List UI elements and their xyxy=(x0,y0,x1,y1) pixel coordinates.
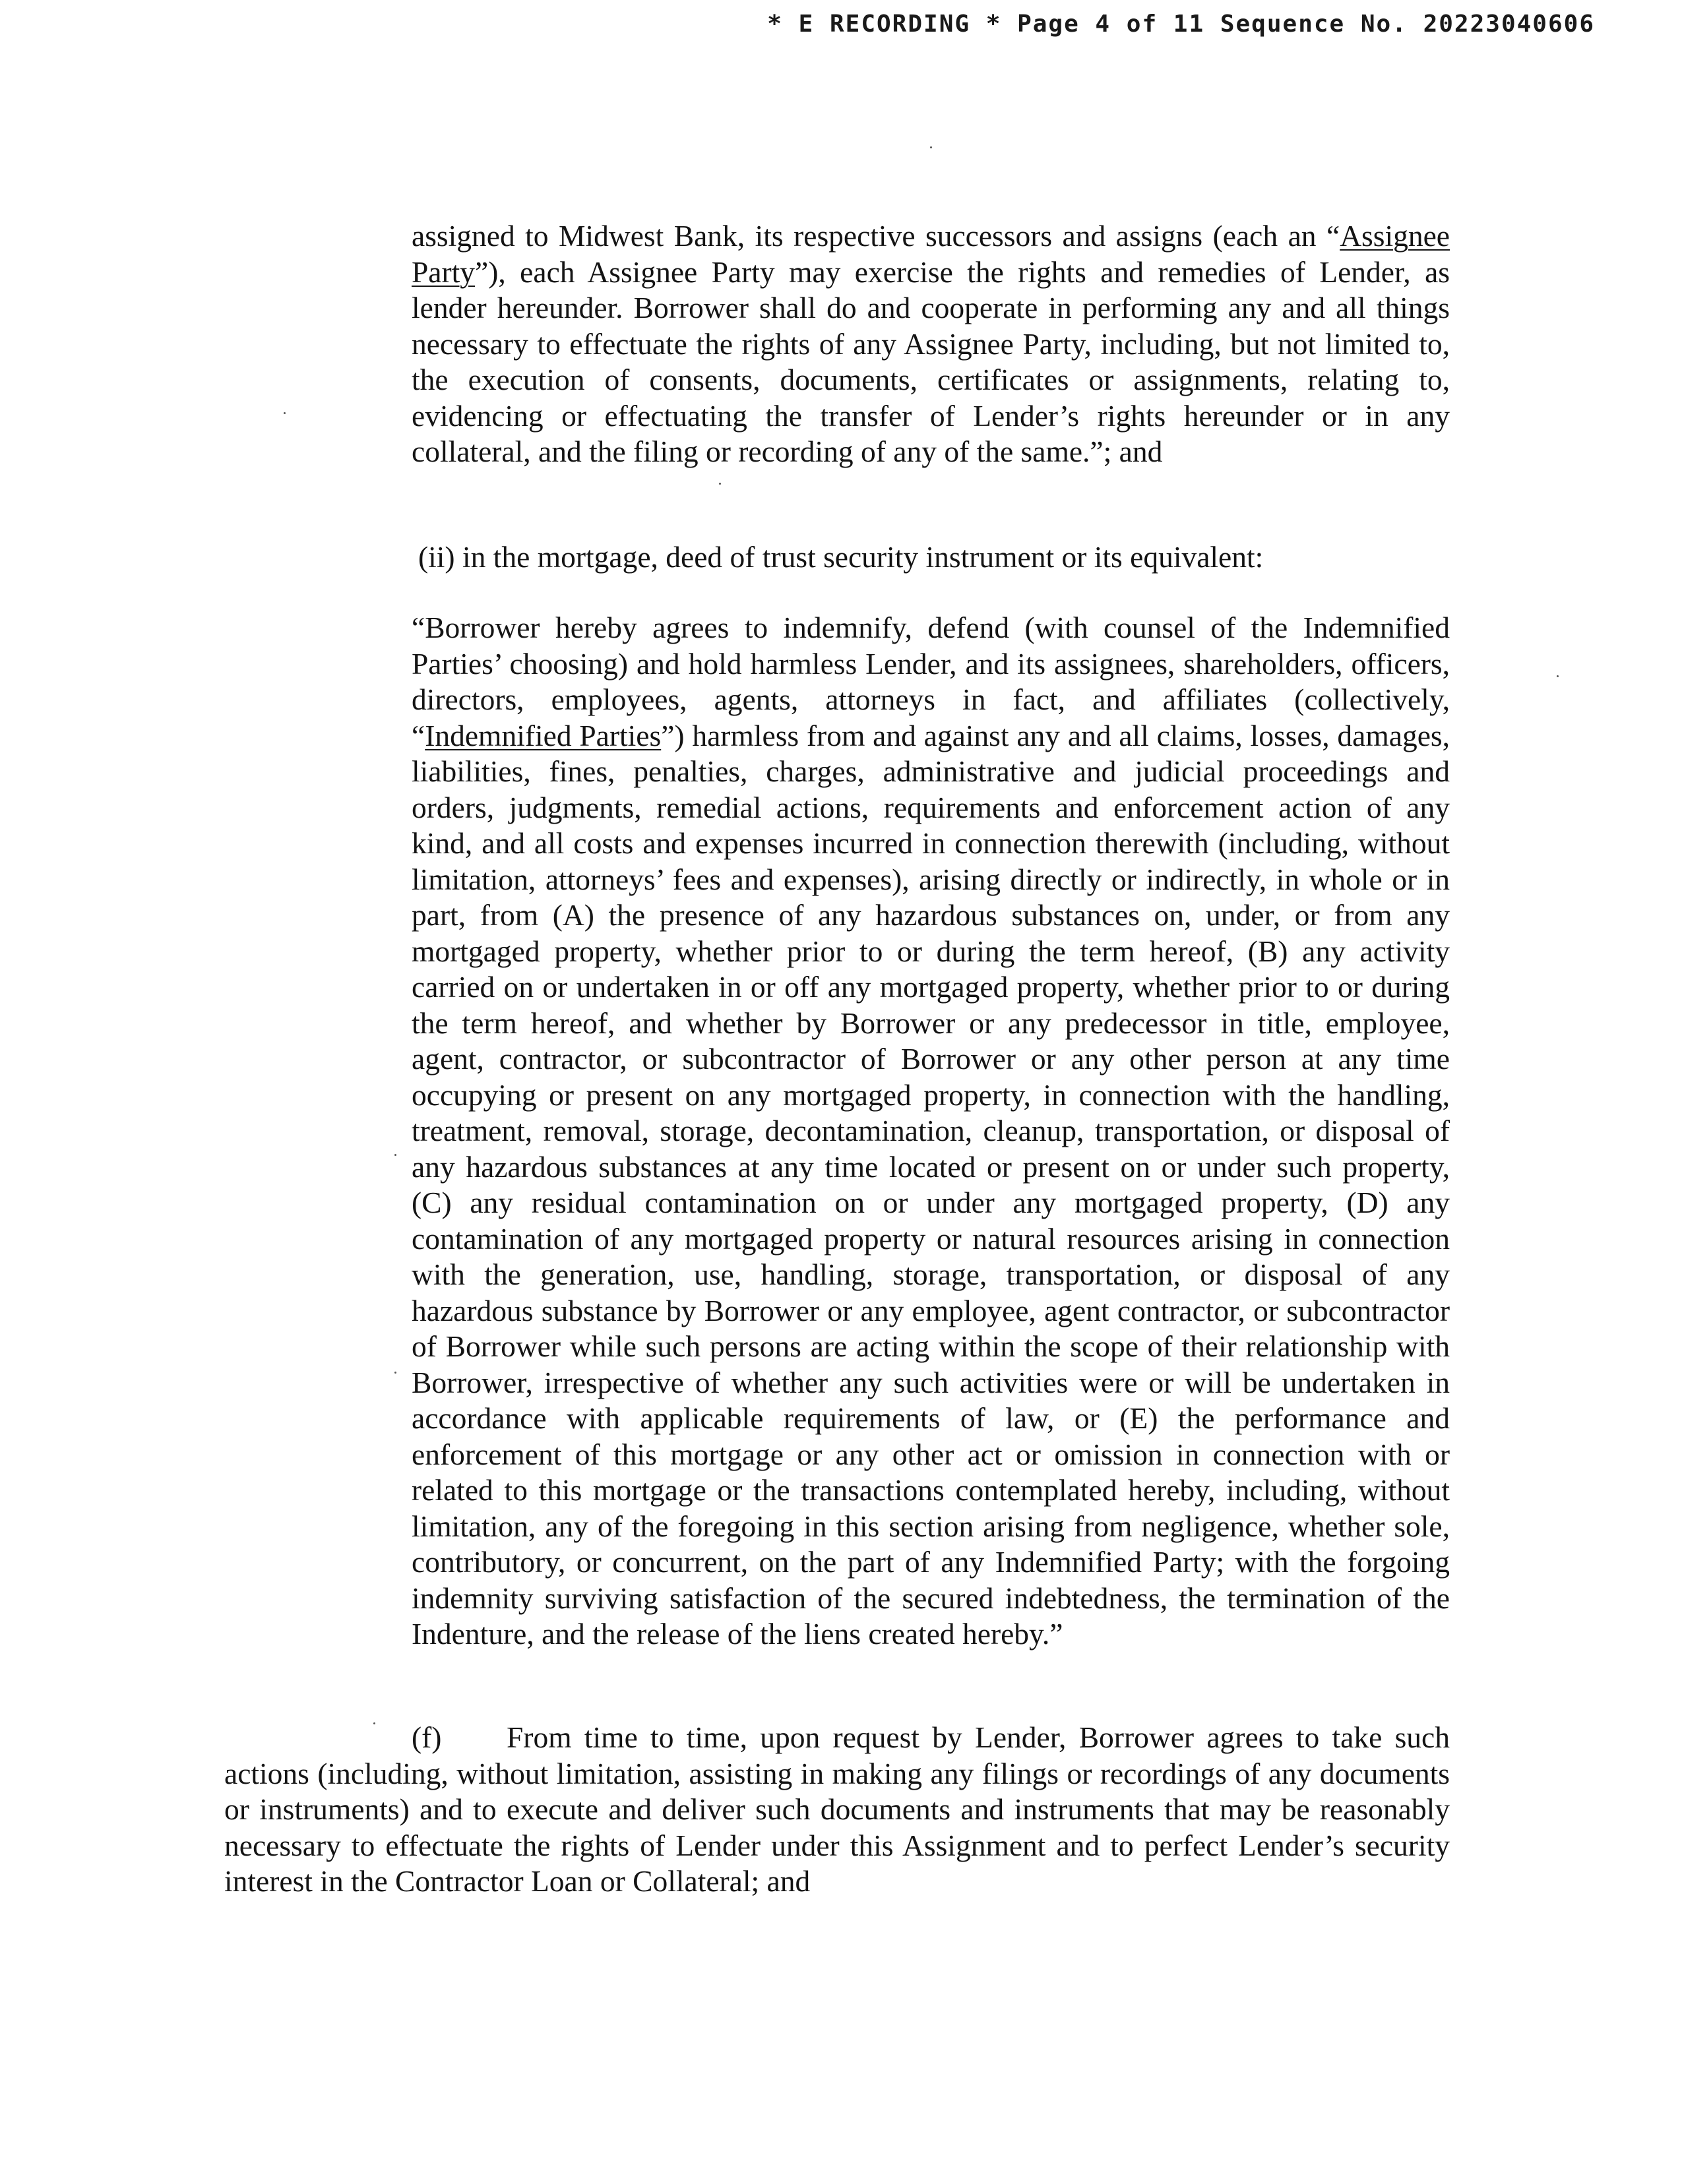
scan-speck xyxy=(394,1372,396,1374)
recording-header: * E RECORDING * Page 4 of 11 Sequence No. 20223040606 xyxy=(767,11,1595,38)
continuation-text-1: assigned to Midwest Bank, its respective successors and assigns (each an “ xyxy=(412,219,1340,253)
scan-speck xyxy=(373,1722,375,1724)
indemnity-text-2: ”) harmless from and against any and all claims, losses, damages, liabilities, fines, penalties, charges, administrative and judicial proceedings and orders, judgments, remedial actions, requirements and enforcement action of any kind, and all costs and expenses incurred in connection therewith (including, without limitation, attorneys’ fees and expenses), arising directly or indirectly, in whole or in part, from (A) the presence of any hazardous substances on, under, or from any mortgaged property, whether prior to or during the term hereof, (B) any activity carried on or undertaken in or off any mortgaged property, whether prior to or during the term hereof, and whether by Borrower or any predecessor in title, employee, agent, contractor, or subcontractor of Borrower or any other person at any time occupying or present on any mortgaged property, in connection with the handling, treatment, removal, storage, decontamination, cleanup, transportation, or disposal of any hazardous substances at any time located or present on or under such property, (C) any residual contamination on or under any mortgaged property, (D) any contamination of any mortgaged property or natural resources arising in connection with the generation, use, handling, storage, transportation, or disposal of any hazardous substance by Borrower or any employee, agent contractor, or subcontractor of Borrower while such persons are acting within the scope of their relationship with Borrower, irrespective of whether any such activities were or will be undertaken in accordance with applicable requirements of law, or (E) the performance and enforcement of this mortgage or any other act or omission in connection with or related to this mortgage or the transactions contemplated hereby, including, without limitation, any of the foregoing in this section arising from negligence, whether sole, contributory, or concurrent, on the part of any Indemnified Party; with the forgoing indemnity surviving satisfaction of the secured indebtedness, the termination of the Indenture, and the release of the liens created hereby.” xyxy=(412,718,1450,1651)
item-f-text: From time to time, upon request by Lender, Borrower agrees to take such actions (including, without limitation, assisting in making any filings or recordings of any documents or instruments) and to execute and deliver such documents and instruments that may be reasonably necessary to effectuate the rights of Lender under this Assignment and to perfect Lender’s security interest in the Contractor Loan or Collateral; and xyxy=(224,1720,1450,1898)
indemnity-text-1: “Borrower hereby agrees to indemnify, defend (with counsel of the Indemnified Parties’ choosing) and hold harmless Lender, and its assignees, shareholders, officers, directors, employees, agents, attorneys in fact, and affiliates (collectively, “ xyxy=(412,611,1450,752)
item-ii-text: in the mortgage, deed of trust security instrument or its equivalent: xyxy=(462,540,1264,574)
item-f-label: (f) xyxy=(412,1720,442,1754)
item-f-paragraph xyxy=(224,1720,1450,1900)
scan-speck xyxy=(1557,675,1559,677)
scan-speck xyxy=(394,1154,396,1156)
continuation-paragraph xyxy=(412,218,1450,470)
indemnified-parties-term: Indemnified Parties xyxy=(425,718,662,752)
item-ii-paragraph xyxy=(412,539,1450,576)
item-ii-number: (ii) xyxy=(418,540,455,574)
assignee-party-term: Assignee Party xyxy=(412,219,1450,289)
continuation-text-2: ”), each Assignee Party may exercise the rights and remedies of Lender, as lender hereunder. Borrower shall do and cooperate in performing any and all things necessary to effectuate the rights of any Assignee Party, including, but not limited to, the execution of consents, documents, certificates or assignments, relating to, evidencing or effectuating the transfer of Lender’s rights hereunder or in any collateral, and the filing or recording of any of the same.”; and xyxy=(412,255,1450,468)
scan-speck xyxy=(930,146,932,148)
scan-speck xyxy=(284,412,286,414)
scan-speck xyxy=(719,483,721,485)
indemnity-quote-paragraph xyxy=(412,610,1450,1653)
